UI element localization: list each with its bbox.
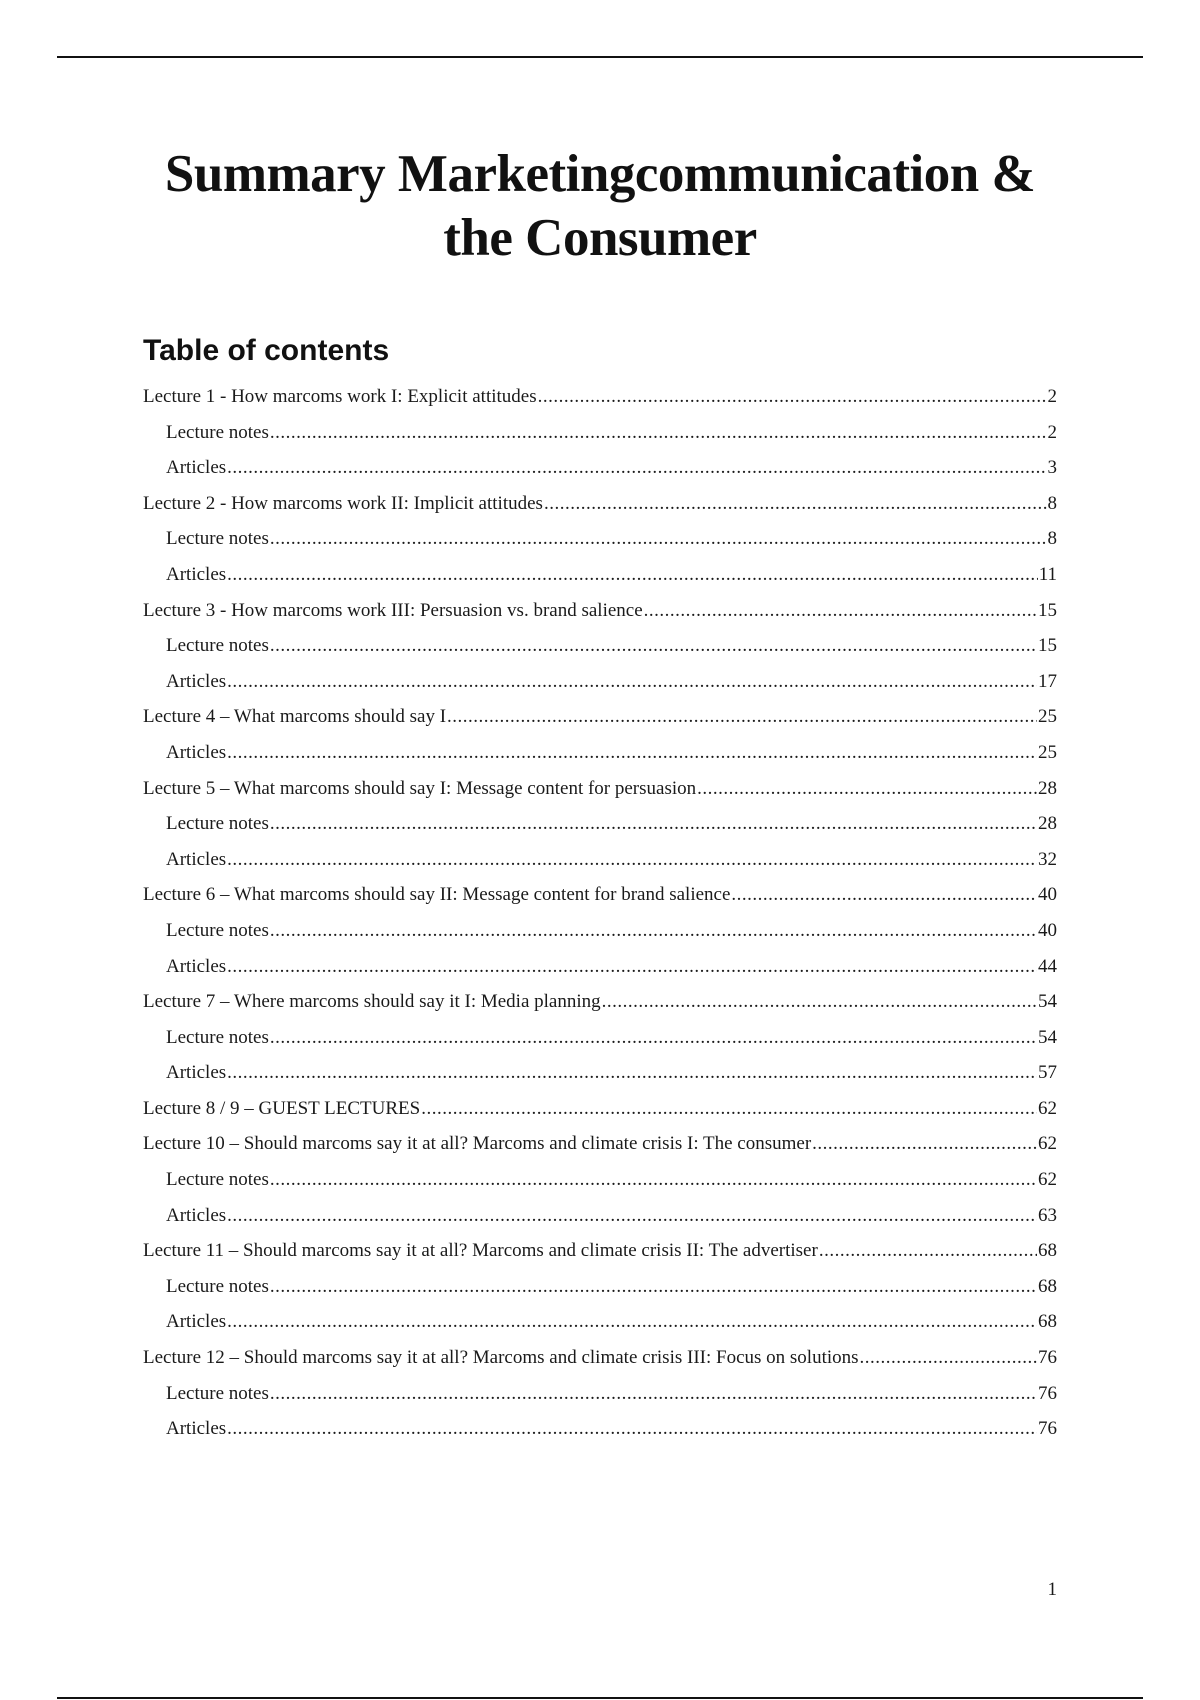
document-title-line-2: the Consumer [443,209,757,267]
toc-entry-label: Lecture 2 - How marcoms work II: Implicit attitudes [143,492,543,514]
page-number: 1 [1047,1579,1057,1600]
toc-entry-label: Articles [166,1204,227,1226]
toc-heading: Table of contents [143,334,390,367]
toc-entry-page-number: 40 [1038,919,1057,941]
toc-entry-page-number: 28 [1038,813,1057,835]
toc-dot-leader [819,1233,1037,1269]
toc-entry-page-number: 28 [1038,777,1057,799]
toc-dot-leader [227,1304,1037,1340]
toc-entry-label: Lecture 8 / 9 – GUEST LECTURES [143,1097,421,1119]
toc-entry-lecture[interactable] [143,379,1057,415]
toc-entry-label: Lecture notes [166,1026,269,1048]
table-of-contents [143,379,1057,1447]
toc-dot-leader [227,1198,1037,1234]
toc-entry-lecture[interactable] [143,877,1057,913]
toc-entry-page-number: 68 [1038,1275,1057,1297]
toc-dot-leader [270,913,1037,949]
toc-entry-lecture[interactable] [143,593,1057,629]
toc-entry-page-number: 76 [1038,1382,1057,1404]
toc-entry-page-number: 8 [1047,492,1057,514]
toc-entry-subsection[interactable] [143,628,1057,664]
toc-entry-page-number: 2 [1047,421,1057,443]
toc-dot-leader [227,842,1037,878]
toc-entry-subsection[interactable] [143,557,1057,593]
toc-dot-leader [227,735,1037,771]
toc-entry-label: Lecture 1 - How marcoms work I: Explicit attitudes [143,386,537,407]
toc-dot-leader [270,1020,1037,1056]
toc-dot-leader [697,771,1037,807]
toc-dot-leader [270,628,1037,664]
toc-entry-page-number: 11 [1038,563,1057,585]
toc-entry-subsection[interactable] [143,521,1057,557]
toc-entry-label: Lecture notes [166,635,269,657]
toc-entry-lecture[interactable] [143,699,1057,735]
toc-entry-subsection[interactable] [143,1162,1057,1198]
toc-entry-label: Lecture notes [166,919,269,941]
toc-entry-page-number: 15 [1038,599,1057,621]
toc-entry-label: Lecture notes [166,813,269,835]
toc-entry-label: Lecture 3 - How marcoms work III: Persuasion vs. brand salience [143,599,643,621]
header-rule [57,56,1143,58]
toc-entry-page-number: 25 [1038,741,1057,763]
toc-entry-page-number: 2 [1047,386,1057,407]
toc-dot-leader [447,699,1037,735]
toc-entry-lecture[interactable] [143,486,1057,522]
toc-dot-leader [227,1055,1037,1091]
toc-entry-lecture[interactable] [143,984,1057,1020]
toc-dot-leader [227,1411,1037,1447]
toc-entry-label: Lecture 6 – What marcoms should say II: Message content for brand salience [143,884,731,906]
toc-dot-leader [227,450,1046,486]
toc-entry-subsection[interactable] [143,664,1057,700]
toc-entry-page-number: 63 [1038,1204,1057,1226]
toc-entry-page-number: 3 [1047,457,1057,479]
toc-entry-subsection[interactable] [143,842,1057,878]
toc-entry-lecture[interactable] [143,771,1057,807]
toc-entry-page-number: 57 [1038,1062,1057,1084]
toc-entry-page-number: 17 [1038,670,1057,692]
toc-entry-subsection[interactable] [143,1376,1057,1412]
toc-entry-label: Articles [166,848,227,870]
toc-entry-label: Lecture notes [166,421,269,443]
toc-entry-page-number: 62 [1038,1097,1057,1119]
toc-entry-subsection[interactable] [143,1020,1057,1056]
toc-entry-label: Articles [166,741,227,763]
toc-entry-page-number: 25 [1038,706,1057,728]
toc-entry-subsection[interactable] [143,735,1057,771]
toc-entry-label: Lecture notes [166,1275,269,1297]
toc-entry-label: Lecture 11 – Should marcoms say it at all? Marcoms and climate crisis II: The advertiser [143,1240,818,1262]
toc-entry-page-number: 62 [1038,1169,1057,1191]
toc-dot-leader [644,593,1037,629]
toc-entry-label: Lecture notes [166,528,269,550]
toc-entry-label: Lecture 7 – Where marcoms should say it I: Media planning [143,991,601,1013]
toc-entry-lecture[interactable] [143,1091,1057,1127]
toc-entry-subsection[interactable] [143,949,1057,985]
toc-dot-leader [544,486,1047,522]
toc-entry-page-number: 40 [1038,884,1057,906]
toc-entry-page-number: 76 [1038,1418,1057,1440]
toc-entry-subsection[interactable] [143,806,1057,842]
toc-entry-label: Articles [166,563,227,585]
toc-entry-subsection[interactable] [143,913,1057,949]
toc-entry-subsection[interactable] [143,1198,1057,1234]
toc-entry-lecture[interactable] [143,1233,1057,1269]
toc-entry-page-number: 54 [1038,1026,1057,1048]
toc-entry-label: Lecture notes [166,1382,269,1404]
toc-entry-label: Lecture 10 – Should marcoms say it at all? Marcoms and climate crisis I: The consumer [143,1133,812,1155]
toc-entry-page-number: 8 [1047,528,1057,550]
document-title-line-1: Summary Marketingcommunication & [164,145,1036,203]
document-title [110,142,1090,270]
toc-entry-label: Articles [166,670,227,692]
toc-entry-label: Lecture 4 – What marcoms should say I [143,706,447,728]
toc-entry-lecture[interactable] [143,1126,1057,1162]
toc-dot-leader [227,949,1037,985]
toc-dot-leader [270,415,1047,451]
toc-entry-page-number: 62 [1038,1133,1057,1155]
toc-dot-leader [860,1340,1037,1376]
toc-entry-label: Lecture 5 – What marcoms should say I: Message content for persuasion [143,777,697,799]
toc-entry-label: Lecture 12 – Should marcoms say it at all? Marcoms and climate crisis III: Focus on solutions [143,1347,859,1369]
toc-dot-leader [421,1091,1037,1127]
toc-entry-label: Articles [166,955,227,977]
toc-entry-label: Lecture notes [166,1169,269,1191]
toc-dot-leader [270,521,1047,557]
toc-dot-leader [270,1269,1037,1305]
toc-entry-page-number: 54 [1038,991,1057,1013]
toc-entry-subsection[interactable] [143,450,1057,486]
toc-entry-subsection[interactable] [143,1269,1057,1305]
toc-dot-leader [731,877,1037,913]
toc-entry-label: Articles [166,1062,227,1084]
toc-entry-subsection[interactable] [143,1304,1057,1340]
toc-entry-page-number: 76 [1038,1347,1057,1369]
toc-entry-label: Articles [166,1418,227,1440]
toc-entry-page-number: 68 [1038,1240,1057,1262]
toc-entry-label: Articles [166,457,227,479]
toc-entry-page-number: 68 [1038,1311,1057,1333]
toc-entry-label: Articles [166,1311,227,1333]
toc-dot-leader [270,1376,1037,1412]
toc-entry-lecture[interactable] [143,1340,1057,1376]
footer-rule [57,1697,1143,1699]
toc-dot-leader [812,1126,1037,1162]
toc-entry-subsection[interactable] [143,1411,1057,1447]
toc-dot-leader [270,1162,1037,1198]
toc-dot-leader [227,557,1038,593]
toc-entry-page-number: 32 [1038,848,1057,870]
toc-entry-subsection[interactable] [143,415,1057,451]
toc-entry-page-number: 15 [1038,635,1057,657]
toc-dot-leader [538,379,1047,415]
toc-entry-page-number: 44 [1038,955,1057,977]
toc-entry-subsection[interactable] [143,1055,1057,1091]
toc-dot-leader [227,664,1037,700]
toc-dot-leader [270,806,1037,842]
toc-dot-leader [602,984,1037,1020]
